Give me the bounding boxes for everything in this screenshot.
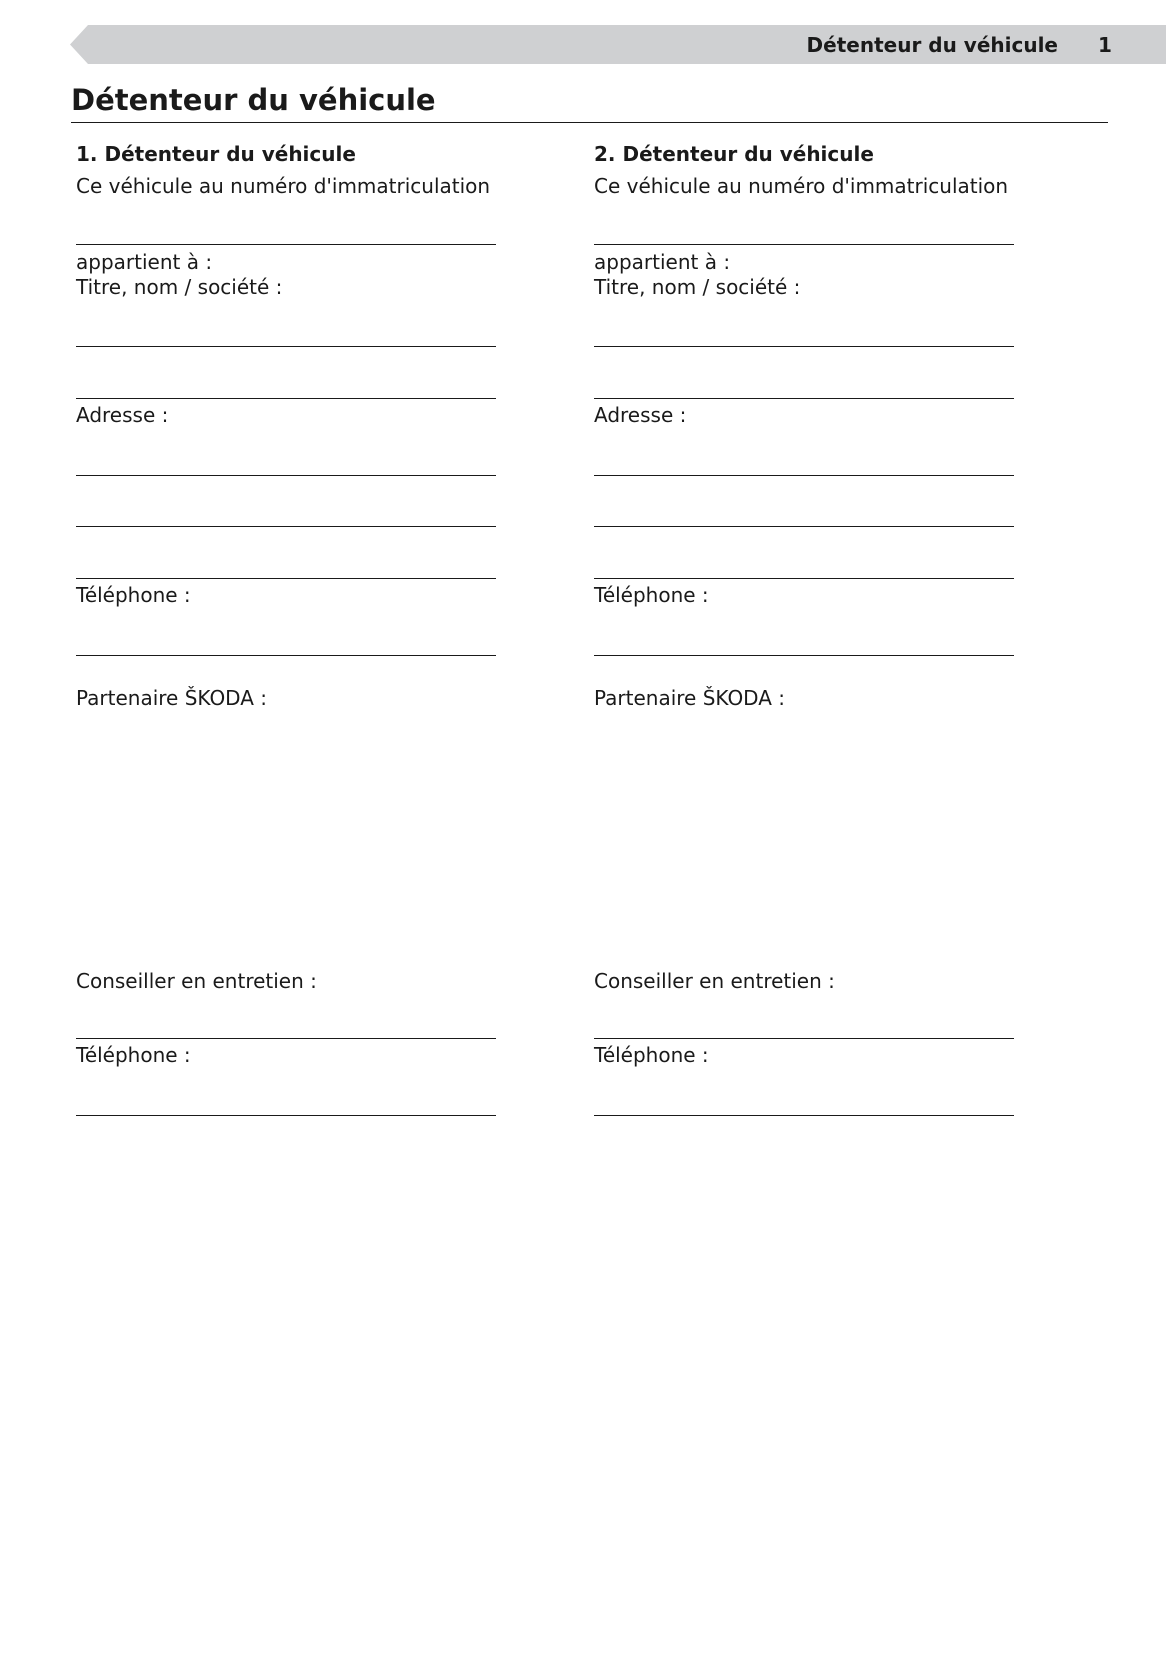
name-field-line-1[interactable] [594,346,1014,347]
skoda-partner-label: Partenaire ŠKODA : [76,686,268,710]
service-advisor-label: Conseiller en entretien : [76,969,317,993]
page-number: 1 [1098,33,1112,57]
address-label: Adresse : [594,403,687,427]
page-title: Détenteur du véhicule [71,83,436,117]
service-advisor-field[interactable] [76,1038,496,1039]
form-heading: 1. Détenteur du véhicule [76,142,356,166]
phone-field[interactable] [594,655,1014,656]
holder-form-1 [76,142,516,1142]
registration-intro-label: Ce véhicule au numéro d'immatriculation [76,174,491,198]
address-field-line-3[interactable] [76,578,496,579]
name-field-line-2[interactable] [594,398,1014,399]
address-field-line-2[interactable] [76,526,496,527]
header-section-title: Détenteur du véhicule [806,33,1058,57]
registration-number-field[interactable] [594,244,1014,245]
address-field-line-3[interactable] [594,578,1014,579]
holder-form-2 [594,142,1034,1142]
name-company-label: Titre, nom / société : [76,275,283,299]
phone-field[interactable] [76,655,496,656]
address-field-line-1[interactable] [594,475,1014,476]
advisor-phone-label: Téléphone : [594,1043,709,1067]
registration-intro-label: Ce véhicule au numéro d'immatriculation [594,174,1009,198]
phone-label: Téléphone : [76,583,191,607]
service-advisor-label: Conseiller en entretien : [594,969,835,993]
belongs-to-label: appartient à : [594,250,731,274]
address-field-line-1[interactable] [76,475,496,476]
advisor-phone-label: Téléphone : [76,1043,191,1067]
address-field-line-2[interactable] [594,526,1014,527]
registration-number-field[interactable] [76,244,496,245]
address-label: Adresse : [76,403,169,427]
form-heading: 2. Détenteur du véhicule [594,142,874,166]
title-divider [71,122,1108,123]
advisor-phone-field[interactable] [76,1115,496,1116]
name-field-line-1[interactable] [76,346,496,347]
belongs-to-label: appartient à : [76,250,213,274]
name-field-line-2[interactable] [76,398,496,399]
service-advisor-field[interactable] [594,1038,1014,1039]
phone-label: Téléphone : [594,583,709,607]
advisor-phone-field[interactable] [594,1115,1014,1116]
skoda-partner-label: Partenaire ŠKODA : [594,686,786,710]
name-company-label: Titre, nom / société : [594,275,801,299]
